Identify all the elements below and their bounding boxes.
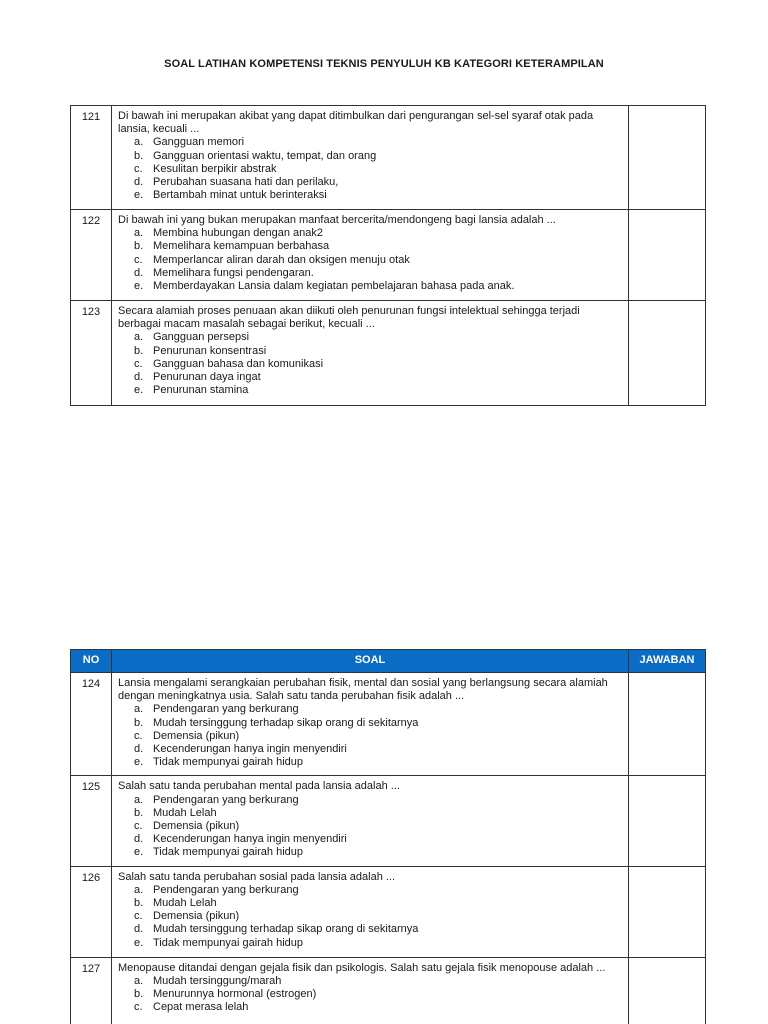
option-item xyxy=(134,136,622,149)
question-cell xyxy=(112,957,629,1024)
option-letter: b. xyxy=(134,988,144,1001)
option-item xyxy=(134,897,622,910)
table-header xyxy=(71,650,706,673)
question-number: 125 xyxy=(71,776,112,866)
question-table-2 xyxy=(70,649,706,1024)
option-list xyxy=(118,975,622,1015)
option-item xyxy=(134,820,622,833)
option-text: Menurunnya hormonal (estrogen) xyxy=(153,988,317,1001)
option-letter: e. xyxy=(134,756,144,769)
table-row xyxy=(71,210,706,301)
question-text: Lansia mengalami serangkaian perubahan fisik, mental dan sosial yang berlangsung secara alamiah dengan meningkatnya usia. Salah satu tanda perubahan fisik adalah ... xyxy=(118,677,608,703)
answer-cell[interactable] xyxy=(629,776,706,866)
option-letter: a. xyxy=(134,883,144,896)
table-row xyxy=(71,866,706,957)
option-text: Pendengaran yang berkurang xyxy=(153,703,299,716)
option-item xyxy=(134,150,622,163)
option-item xyxy=(134,1001,622,1014)
option-text: Kesulitan berpikir abstrak xyxy=(153,162,277,175)
option-letter: c. xyxy=(134,910,143,923)
question-number: 124 xyxy=(71,673,112,776)
option-text: Gangguan memori xyxy=(153,136,245,149)
option-text: Bertambah minat untuk berinteraksi xyxy=(153,189,327,202)
option-letter: a. xyxy=(134,136,144,149)
option-letter: a. xyxy=(134,227,144,240)
option-text: Kecenderungan hanya ingin menyendiri xyxy=(153,743,347,756)
option-item xyxy=(134,176,622,189)
option-letter: c. xyxy=(134,357,143,370)
question-number: 127 xyxy=(71,957,112,1024)
option-letter: c. xyxy=(134,162,143,175)
question-number: 121 xyxy=(71,106,112,210)
option-item xyxy=(134,884,622,897)
option-text: Penurunan daya ingat xyxy=(153,371,261,384)
option-list xyxy=(118,703,622,769)
option-text: Gangguan orientasi waktu, tempat, dan orang xyxy=(153,149,377,162)
option-text: Memelihara fungsi pendengaran. xyxy=(153,266,314,279)
option-letter: e. xyxy=(134,384,144,397)
option-text: Penurunan stamina xyxy=(153,384,249,397)
answer-cell[interactable] xyxy=(629,106,706,210)
option-text: Pendengaran yang berkurang xyxy=(153,883,299,896)
option-item xyxy=(134,345,622,358)
option-item xyxy=(134,794,622,807)
option-text: Demensia (pikun) xyxy=(153,820,240,833)
option-letter: b. xyxy=(134,897,144,910)
header-jawaban: JAWABAN xyxy=(629,650,706,673)
option-item xyxy=(134,189,622,202)
option-text: Demensia (pikun) xyxy=(153,910,240,923)
answer-cell[interactable] xyxy=(629,210,706,301)
question-text: Di bawah ini merupakan akibat yang dapat ditimbulkan dari pengurangan sel-sel syaraf otak pada lansia, kecuali ... xyxy=(118,110,594,136)
option-item xyxy=(134,267,622,280)
option-letter: b. xyxy=(134,806,144,819)
option-item xyxy=(134,240,622,253)
option-text: Pendengaran yang berkurang xyxy=(153,793,299,806)
option-letter: d. xyxy=(134,176,144,189)
option-text: Tidak mempunyai gairah hidup xyxy=(153,846,304,859)
table-body xyxy=(71,673,706,1024)
option-text: Mudah tersinggung/marah xyxy=(153,974,282,987)
question-cell xyxy=(112,776,629,866)
option-item xyxy=(134,975,622,988)
option-item xyxy=(134,227,622,240)
option-text: Memelihara kemampuan berbahasa xyxy=(153,240,330,253)
option-letter: d. xyxy=(134,371,144,384)
option-letter: a. xyxy=(134,703,144,716)
option-item xyxy=(134,846,622,859)
option-item xyxy=(134,730,622,743)
question-text: Salah satu tanda perubahan mental pada lansia adalah ... xyxy=(118,780,400,793)
option-list xyxy=(118,884,622,950)
option-letter: a. xyxy=(134,331,144,344)
option-item xyxy=(134,807,622,820)
question-text: Secara alamiah proses penuaan akan diikuti oleh penurunan fungsi intelektual sehingga terjadi berbagai macam masalah sebagai berikut, kecuali ... xyxy=(118,305,580,331)
option-text: Perubahan suasana hati dan perilaku, xyxy=(153,176,339,189)
question-cell xyxy=(112,210,629,301)
option-text: Mudah Lelah xyxy=(153,897,217,910)
option-list xyxy=(118,136,622,202)
table-body xyxy=(71,106,706,406)
option-list xyxy=(118,227,622,293)
question-text: Salah satu tanda perubahan sosial pada lansia adalah ... xyxy=(118,870,396,883)
header-no: NO xyxy=(71,650,112,673)
option-letter: d. xyxy=(134,743,144,756)
page-title: SOAL LATIHAN KOMPETENSI TEKNIS PENYULUH KB KATEGORI KETERAMPILAN xyxy=(164,58,604,70)
question-cell xyxy=(112,673,629,776)
option-text: Gangguan persepsi xyxy=(153,331,250,344)
option-text: Mudah tersinggung terhadap sikap orang di sekitarnya xyxy=(153,923,419,936)
option-letter: d. xyxy=(134,833,144,846)
option-text: Mudah Lelah xyxy=(153,806,217,819)
option-text: Gangguan bahasa dan komunikasi xyxy=(153,357,324,370)
option-list xyxy=(118,794,622,860)
option-letter: c. xyxy=(134,820,143,833)
option-letter: c. xyxy=(134,729,143,742)
option-letter: a. xyxy=(134,974,144,987)
option-item xyxy=(134,833,622,846)
option-item xyxy=(134,254,622,267)
option-item xyxy=(134,358,622,371)
table-row xyxy=(71,957,706,1024)
option-text: Membina hubungan dengan anak2 xyxy=(153,227,324,240)
option-item xyxy=(134,280,622,293)
question-cell xyxy=(112,866,629,957)
option-letter: d. xyxy=(134,266,144,279)
option-letter: c. xyxy=(134,253,143,266)
option-text: Mudah tersinggung terhadap sikap orang di sekitarnya xyxy=(153,716,419,729)
option-list xyxy=(118,331,622,397)
option-letter: b. xyxy=(134,344,144,357)
option-letter: e. xyxy=(134,189,144,202)
question-cell xyxy=(112,106,629,210)
header-row xyxy=(71,650,706,673)
table-row xyxy=(71,673,706,776)
option-letter: d. xyxy=(134,923,144,936)
option-item xyxy=(134,384,622,397)
question-number: 122 xyxy=(71,210,112,301)
option-text: Memperlancar aliran darah dan oksigen menuju otak xyxy=(153,253,410,266)
option-item xyxy=(134,371,622,384)
option-item xyxy=(134,923,622,936)
option-item xyxy=(134,163,622,176)
option-text: Penurunan konsentrasi xyxy=(153,344,267,357)
header-soal: SOAL xyxy=(112,650,629,673)
table-row xyxy=(71,776,706,866)
question-text: Di bawah ini yang bukan merupakan manfaat bercerita/mendongeng bagi lansia adalah ... xyxy=(118,214,556,226)
question-table-1 xyxy=(70,105,706,406)
option-item xyxy=(134,717,622,730)
question-number: 123 xyxy=(71,301,112,406)
answer-cell[interactable] xyxy=(629,301,706,406)
option-letter: a. xyxy=(134,793,144,806)
question-number: 126 xyxy=(71,866,112,957)
option-item xyxy=(134,743,622,756)
option-letter: b. xyxy=(134,716,144,729)
option-item xyxy=(134,756,622,769)
option-letter: b. xyxy=(134,240,144,253)
option-letter: e. xyxy=(134,846,144,859)
answer-cell[interactable] xyxy=(629,673,706,776)
option-item xyxy=(134,331,622,344)
option-text: Tidak mempunyai gairah hidup xyxy=(153,756,304,769)
option-item xyxy=(134,703,622,716)
option-item xyxy=(134,910,622,923)
option-text: Demensia (pikun) xyxy=(153,729,240,742)
answer-cell[interactable] xyxy=(629,866,706,957)
option-item xyxy=(134,988,622,1001)
question-text: Menopause ditandai dengan gejala fisik dan psikologis. Salah satu gejala fisik menopouse adalah ... xyxy=(118,961,606,974)
option-letter: b. xyxy=(134,149,144,162)
answer-cell[interactable] xyxy=(629,957,706,1024)
option-letter: e. xyxy=(134,936,144,949)
option-text: Tidak mempunyai gairah hidup xyxy=(153,936,304,949)
question-cell xyxy=(112,301,629,406)
table-row xyxy=(71,106,706,210)
table-row xyxy=(71,301,706,406)
option-letter: c. xyxy=(134,1001,143,1014)
option-item xyxy=(134,937,622,950)
option-text: Kecenderungan hanya ingin menyendiri xyxy=(153,833,347,846)
option-text: Memberdayakan Lansia dalam kegiatan pembelajaran bahasa pada anak. xyxy=(153,280,515,293)
option-text: Cepat merasa lelah xyxy=(153,1001,249,1014)
option-letter: e. xyxy=(134,280,144,293)
